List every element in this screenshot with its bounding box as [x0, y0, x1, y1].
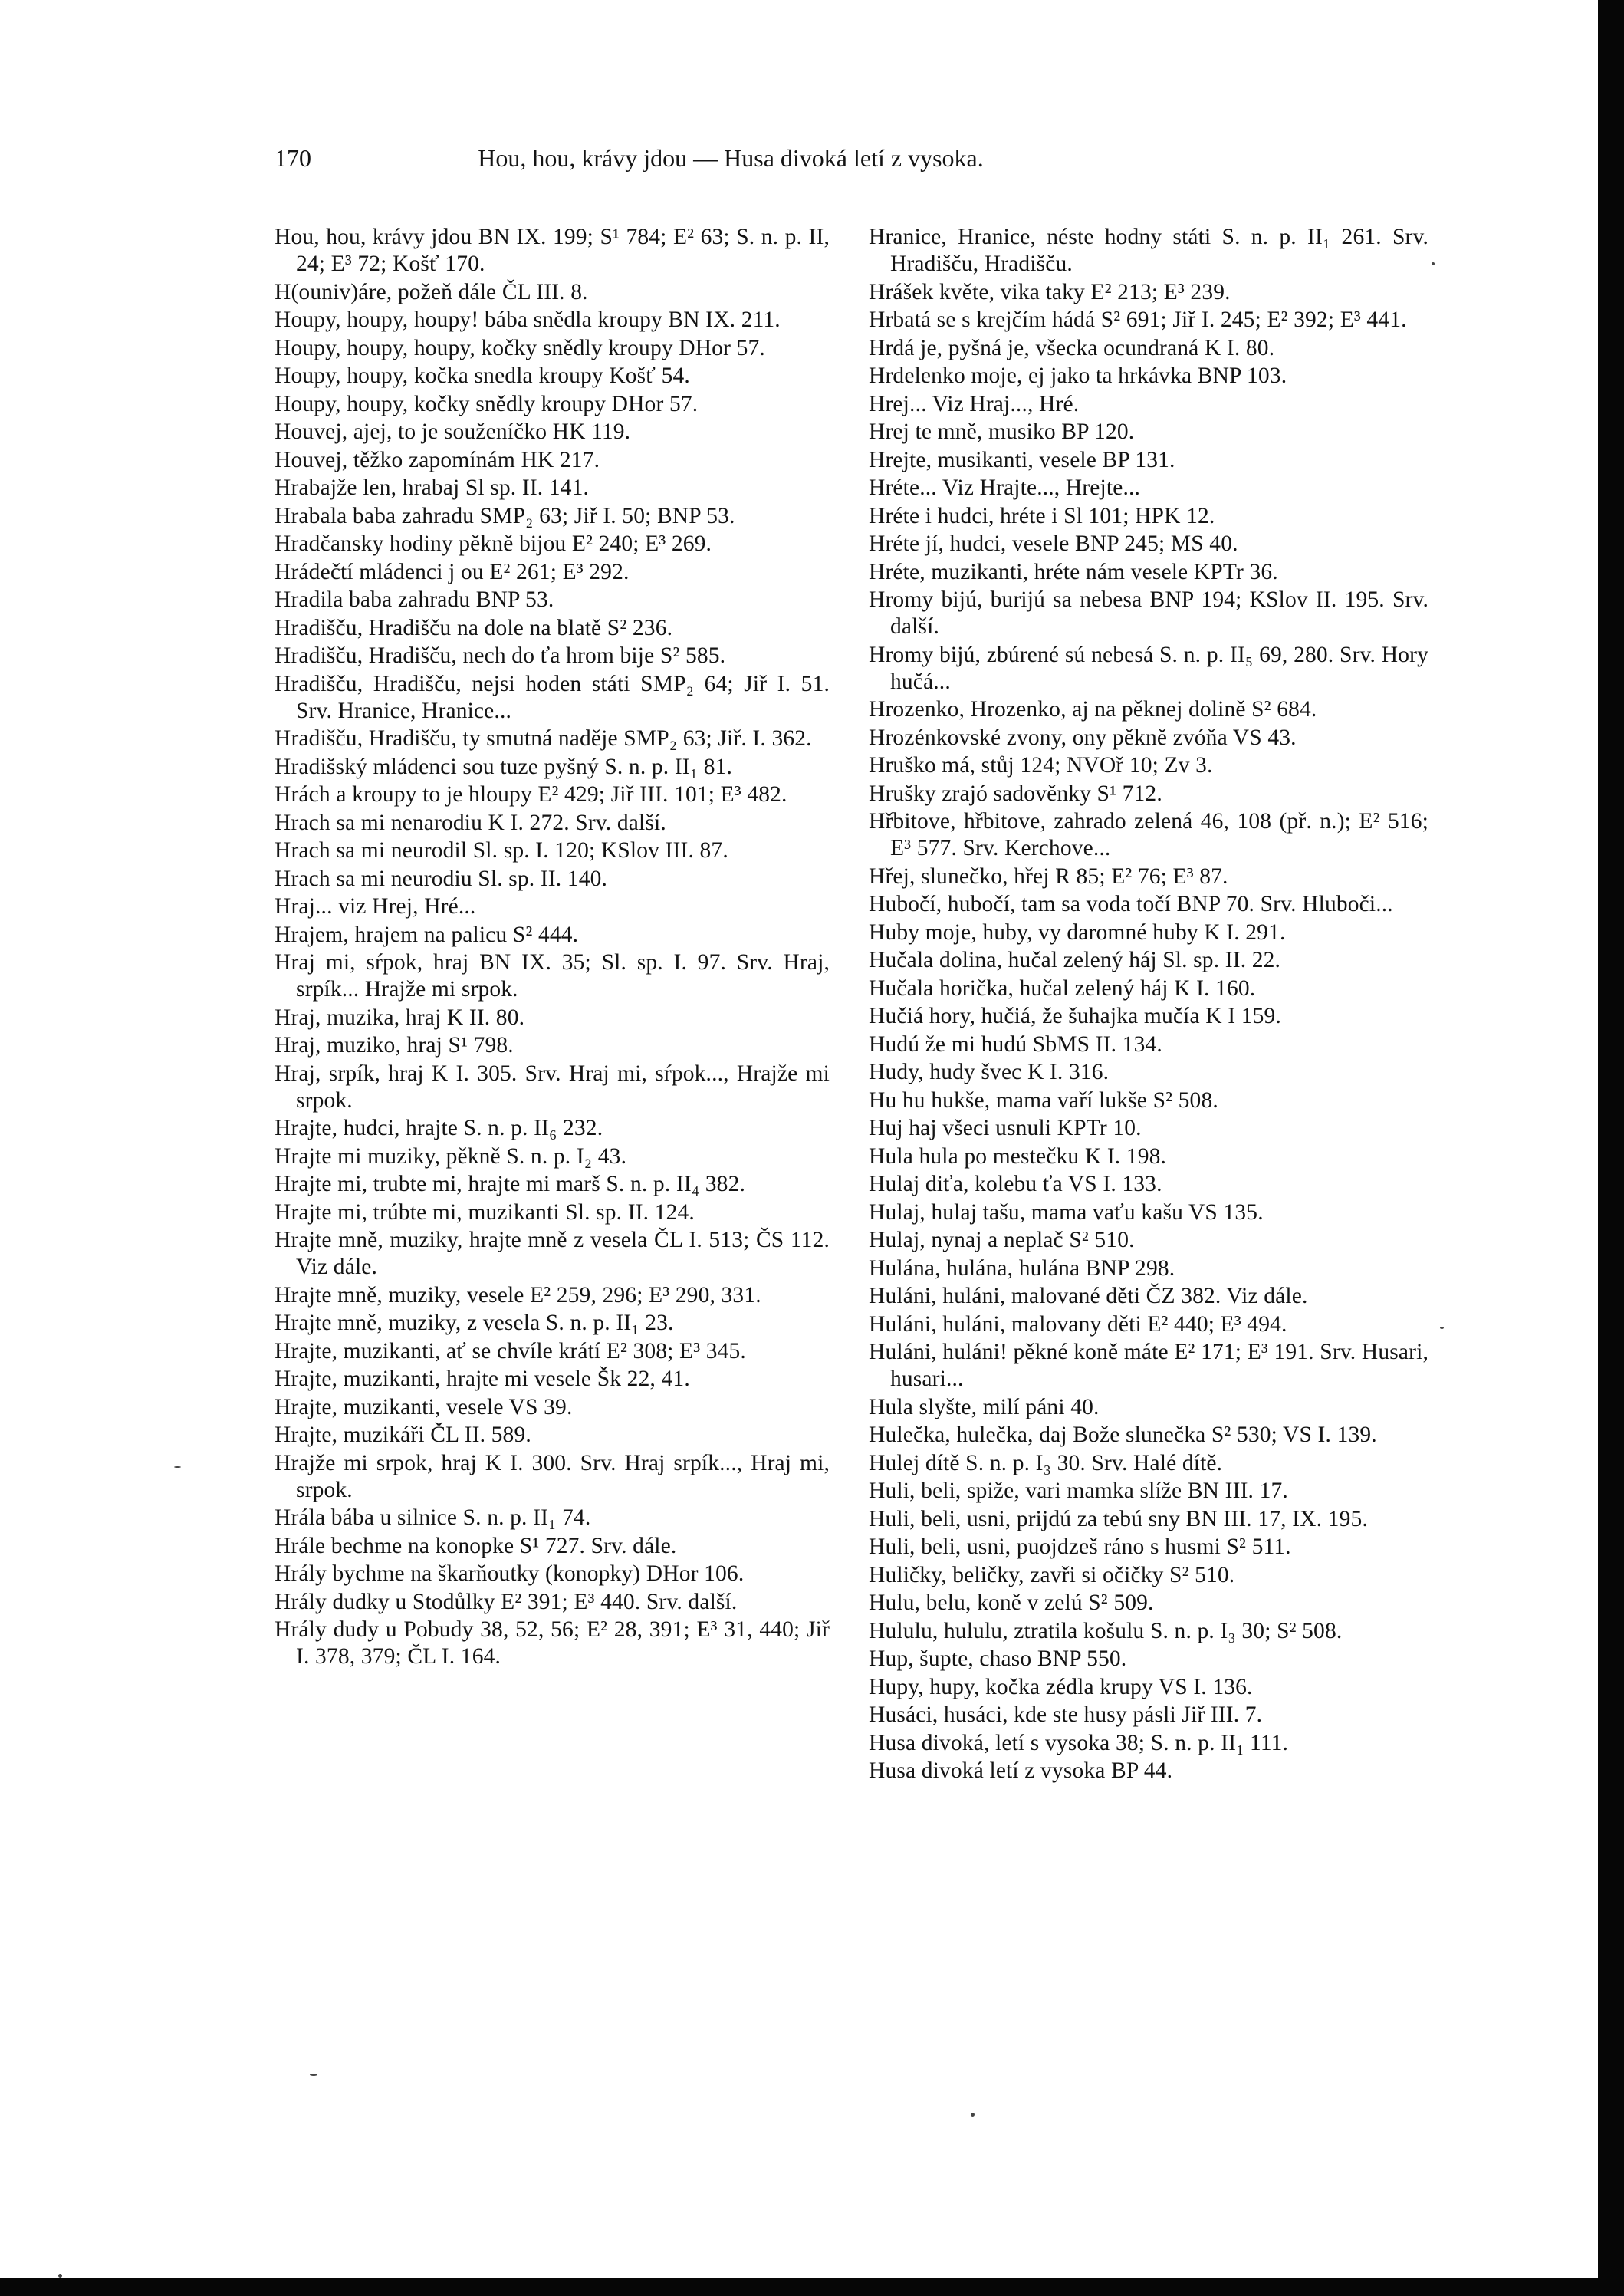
index-entry: Hučala dolina, hučal zelený háj Sl. sp. II. 22. — [869, 948, 1281, 972]
index-column-left — [275, 224, 830, 1672]
index-entry: Hu hu hukše, mama vaří lukše S² 508. — [869, 1087, 1218, 1113]
index-entry: Hou, hou, krávy jdou BN IX. 199; S¹ 784; E² 63; S. n. p. II, 24; E³ 72; Košť 170. — [275, 225, 830, 276]
index-entry: Hromy bijú, burijú sa nebesa BNP 194; KSlov II. 195. Srv. další. — [869, 587, 1428, 639]
page-header — [275, 140, 1187, 176]
index-entry: Hrej... Viz Hraj..., Hré. — [869, 391, 1080, 416]
index-entry: Hučiá hory, hučiá, že šuhajka mučía K I 159. — [869, 1004, 1281, 1028]
index-entry: Hranice, Hranice, néste hodny státi S. n. p. II₁ 261. Srv. Hradišču, Hradišču. — [869, 225, 1428, 276]
index-entry: Hululu, hululu, ztratila košulu S. n. p. I₃ 30; S² 508. — [869, 1618, 1343, 1643]
scan-speck — [310, 2074, 317, 2076]
index-entry: Hrdá je, pyšná je, všecka ocundraná K I. 80. — [869, 335, 1275, 360]
index-entry: Huličky, beličky, zavři si očičky S² 510. — [869, 1562, 1235, 1587]
index-entry: Hrále bechme na konopke S¹ 727. Srv. dále. — [275, 1533, 677, 1558]
index-entry: Hradišču, Hradišču, nejsi hoden státi SMP₂ 64; Jiř I. 51. Srv. Hranice, Hranice... — [275, 671, 830, 723]
index-entry: Hrajte, muzikanti, ať se chvíle krátí E² 308; E³ 345. — [275, 1338, 746, 1363]
running-title: Hou, hou, krávy jdou — Husa divoká letí z vysoka. — [478, 144, 984, 172]
index-entry: Huláni, huláni! pěkné koně máte E² 171; E³ 191. Srv. Husari, husari... — [869, 1340, 1428, 1391]
index-entry: Hréte... Viz Hrajte..., Hrejte... — [869, 475, 1141, 500]
index-entry: Hrdelenko moje, ej jako ta hrkávka BNP 103. — [869, 363, 1287, 388]
scan-speck — [174, 1466, 181, 1468]
index-entry: Hup, šupte, chaso BNP 550. — [869, 1646, 1127, 1671]
index-entry: Hrajte mně, muziky, z vesela S. n. p. II₁ 23. — [275, 1311, 674, 1335]
index-entry: Hrach sa mi neurodil Sl. sp. I. 120; KSlov III. 87. — [275, 838, 728, 863]
index-entry: Husa divoká, letí s vysoka 38; S. n. p. II₁ 111. — [869, 1730, 1289, 1755]
index-entry: Huli, beli, usni, prijdú za tebú sny BN III. 17, IX. 195. — [869, 1506, 1368, 1531]
scan-speck — [1440, 1327, 1444, 1329]
index-entry: Hulaj, nynaj a neplač S² 510. — [869, 1228, 1135, 1252]
scan-border-right — [1598, 0, 1624, 2296]
index-entry: Husáci, husáci, kde ste husy pásli Jiř III. 7. — [869, 1702, 1263, 1727]
index-entry: Hradčansky hodiny pěkně bijou E² 240; E³ 269. — [275, 531, 712, 556]
index-entry: Hrej te mně, musiko BP 120. — [869, 419, 1135, 444]
index-entry: Hradišču, Hradišču, nech do ťa hrom bije S² 585. — [275, 643, 726, 668]
index-entry: Hula slyšte, milí páni 40. — [869, 1394, 1100, 1419]
index-entry: Houvej, těžko zapomínám HK 217. — [275, 447, 600, 472]
index-entry: Hrály bychme na škarňoutky (konopky) DHor 106. — [275, 1561, 745, 1586]
index-entry: Hulána, hulána, hulána BNP 298. — [869, 1255, 1175, 1281]
index-entry: Hulaj diťa, kolebu ťa VS I. 133. — [869, 1172, 1162, 1196]
index-entry: Hupy, hupy, kočka zédla krupy VS I. 136. — [869, 1674, 1253, 1699]
index-entry: Hrách a kroupy to je hloupy E² 429; Jiř III. 101; E³ 482. — [275, 782, 787, 807]
index-entry: Hrozénkovské zvony, ony pěkně zvóňa VS 43. — [869, 725, 1297, 750]
index-entry: Hrejte, musikanti, vesele BP 131. — [869, 447, 1175, 472]
index-entry: Huláni, huláni, malovany děti E² 440; E³ 494. — [869, 1311, 1287, 1337]
index-entry: Hrádečtí mládenci j ou E² 261; E³ 292. — [275, 559, 630, 584]
scan-border-bottom — [0, 2278, 1624, 2296]
index-entry: Hrajte mi muziky, pěkně S. n. p. I₂ 43. — [275, 1143, 627, 1169]
index-entry: Hromy bijú, zbúrené sú nebesá S. n. p. II₅ 69, 280. Srv. Hory hučá... — [869, 642, 1428, 694]
index-entry: Hruško má, stůj 124; NVOř 10; Zv 3. — [869, 753, 1213, 778]
scan-speck — [971, 2113, 975, 2117]
index-entry: Hréte, muzikanti, hréte nám vesele KPTr 36. — [869, 559, 1278, 584]
index-entry: Hubočí, hubočí, tam sa voda točí BNP 70. Srv. Hluboči... — [869, 892, 1393, 916]
index-entry: Hrach sa mi neurodiu Sl. sp. II. 140. — [275, 866, 608, 891]
index-entry: Hulečka, hulečka, daj Bože slunečka S² 530; VS I. 139. — [869, 1423, 1377, 1447]
index-entry: Huli, beli, usni, puojdzeš ráno s husmi S² 511. — [869, 1535, 1291, 1559]
index-entry: Hraj, muziko, hraj S¹ 798. — [275, 1033, 514, 1058]
index-entry: Hřej, slunečko, hřej R 85; E² 76; E³ 87. — [869, 863, 1228, 889]
scan-speck — [58, 2274, 62, 2278]
index-entry: Hradila baba zahradu BNP 53. — [275, 587, 554, 612]
index-entry: Hrajem, hrajem na palicu S² 444. — [275, 922, 579, 947]
index-entry: Hrajte mně, muziky, vesele E² 259, 296; E³ 290, 331. — [275, 1282, 761, 1308]
index-entry: Huli, beli, spiže, vari mamka slíže BN III. 17. — [869, 1479, 1288, 1503]
index-entry: Hrajte mně, muziky, hrajte mně z vesela ČL I. 513; ČS 112. Viz dále. — [275, 1228, 830, 1279]
index-entry: Hučala horička, hučal zelený háj K I. 160. — [869, 975, 1256, 1001]
index-entry: Hraj mi, sŕpok, hraj BN IX. 35; Sl. sp. I. 97. Srv. Hraj, srpík... Hrajže mi srpok. — [275, 950, 830, 1002]
index-entry: Hrabajže len, hrabaj Sl sp. II. 141. — [275, 475, 590, 500]
index-entry: Hula hula po mestečku K I. 198. — [869, 1143, 1167, 1169]
index-entry: Hradišský mládenci sou tuze pyšný S. n. p. II₁ 81. — [275, 754, 733, 779]
index-entry: Houpy, houpy, houpy! bába snědla kroupy BN IX. 211. — [275, 308, 781, 332]
index-entry: Hrály dudy u Pobudy 38, 52, 56; E² 28, 391; E³ 31, 440; Jiř I. 378, 379; ČL I. 164. — [275, 1617, 830, 1669]
index-entry: Hudú že mi hudú SbMS II. 134. — [869, 1031, 1162, 1057]
index-entry: Hrajte, muzikáři ČL II. 589. — [275, 1423, 531, 1447]
index-entry: Hraj, muzika, hraj K II. 80. — [275, 1005, 525, 1030]
index-entry: Hraj, srpík, hraj K I. 305. Srv. Hraj mi, sŕpok..., Hrajže mi srpok. — [275, 1061, 830, 1113]
index-entry: Hrála bába u silnice S. n. p. II₁ 74. — [275, 1505, 591, 1530]
index-entry: Hrbatá se s krejčím hádá S² 691; Jiř I. 245; E² 392; E³ 441. — [869, 308, 1407, 332]
index-entry: Hrajte, muzikanti, vesele VS 39. — [275, 1394, 573, 1419]
index-entry: Hrály dudky u Stodůlky E² 391; E³ 440. Srv. další. — [275, 1589, 738, 1614]
index-entry: Hrach sa mi nenarodiu K I. 272. Srv. další. — [275, 810, 666, 835]
index-entry: Huláni, huláni, malované děti ČZ 382. Viz dále. — [869, 1284, 1308, 1308]
index-entry: Hrajte, muzikanti, hrajte mi vesele Šk 22, 41. — [275, 1367, 690, 1391]
scan-speck — [1432, 262, 1435, 265]
index-entry: H(ouniv)áre, požeň dále ČL III. 8. — [275, 279, 588, 304]
index-entry: Houvej, ajej, to je souženíčko HK 119. — [275, 419, 631, 444]
index-entry: Husa divoká letí z vysoka BP 44. — [869, 1758, 1173, 1783]
index-entry: Hulej dítě S. n. p. I₃ 30. Srv. Halé dítě. — [869, 1450, 1223, 1475]
index-entry: Hulu, belu, koně v zelú S² 509. — [869, 1590, 1154, 1615]
index-entry: Hulaj, hulaj tašu, mama vaťu kašu VS 135. — [869, 1199, 1264, 1225]
index-entry: Hraj... viz Hrej, Hré... — [275, 894, 476, 919]
index-entry: Hrášek květe, vika taky E² 213; E³ 239. — [869, 279, 1231, 304]
index-column-right — [869, 224, 1428, 1786]
index-entry: Hréte jí, hudci, vesele BNP 245; MS 40. — [869, 531, 1238, 556]
index-entry: Houpy, houpy, kočky snědly kroupy DHor 57. — [275, 391, 699, 416]
index-entry: Hrajte mi, trúbte mi, muzikanti Sl. sp. II. 124. — [275, 1199, 695, 1225]
index-entry: Hrozenko, Hrozenko, aj na pěknej dolině S² 684. — [869, 697, 1317, 722]
index-entry: Hrajte mi, trubte mi, hrajte mi marš S. n. p. II₄ 382. — [275, 1172, 746, 1196]
index-entry: Hudy, hudy švec K I. 316. — [869, 1060, 1110, 1084]
index-entry: Hřbitove, hřbitove, zahrado zelená 46, 108 (př. n.); E² 516; E³ 577. Srv. Kerchove... — [869, 809, 1428, 860]
index-entry: Hradišču, Hradišču na dole na blatě S² 236. — [275, 615, 673, 640]
index-entry: Hréte i hudci, hréte i Sl 101; HPK 12. — [869, 503, 1215, 528]
index-entry: Hradišču, Hradišču, ty smutná naděje SMP₂ 63; Jiř. I. 362. — [275, 726, 812, 751]
index-entry: Houpy, houpy, kočka snedla kroupy Košť 54. — [275, 363, 690, 388]
index-entry: Huj haj všeci usnuli KPTr 10. — [869, 1116, 1142, 1140]
index-entry: Huby moje, huby, vy daromné huby K I. 291. — [869, 919, 1286, 945]
index-entry: Hrajže mi srpok, hraj K I. 300. Srv. Hraj srpík..., Hraj mi, srpok. — [275, 1450, 830, 1502]
index-entry: Hrabala baba zahradu SMP₂ 63; Jiř I. 50; BNP 53. — [275, 503, 735, 528]
index-entry: Houpy, houpy, houpy, kočky snědly kroupy DHor 57. — [275, 335, 765, 360]
index-entry: Hrajte, hudci, hrajte S. n. p. II₆ 232. — [275, 1116, 603, 1140]
index-entry: Hrušky zrajó sadověnky S¹ 712. — [869, 781, 1162, 806]
page-number: 170 — [275, 144, 311, 172]
